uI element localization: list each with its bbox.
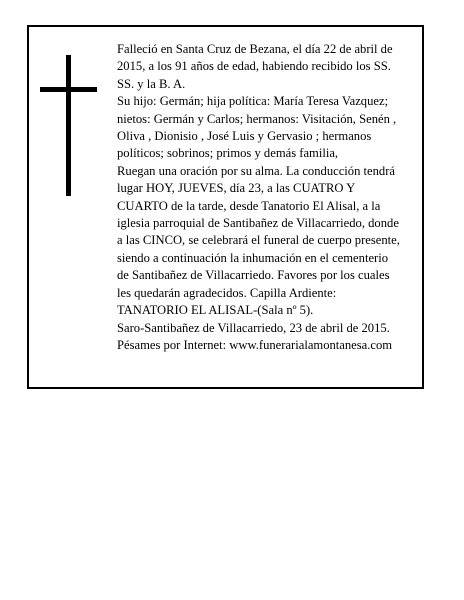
notice-line: les quedarán agradecidos. Capilla Ardiente:	[117, 285, 337, 300]
obituary-text	[117, 41, 419, 354]
notice-line: Ruegan una oración por su alma. La conducción tendrá	[117, 163, 396, 178]
notice-line: iglesia parroquial de Santibañez de Villacarriedo, donde	[117, 216, 399, 231]
notice-line: siendo a continuación la inhumación en el cementerio	[117, 250, 389, 265]
notice-line: Su hijo: Germán; hija política: María Teresa Vazquez;	[117, 94, 389, 109]
notice-line: SS. y la B. A.	[117, 76, 186, 91]
notice-line: CUARTO de la tarde, desde Tanatorio El Alisal, a la	[117, 198, 381, 213]
notice-line: a las CINCO, se celebrará el funeral de cuerpo presente,	[117, 233, 400, 248]
notice-line: políticos; sobrinos; primos y demás familia,	[117, 146, 339, 161]
obituary-notice	[27, 25, 424, 389]
cross-horizontal-bar	[40, 87, 97, 92]
notice-line: nietos: Germán y Carlos; hermanos: Visitación, Senén ,	[117, 111, 397, 126]
notice-line: Falleció en Santa Cruz de Bezana, el día 22 de abril de	[117, 42, 393, 56]
notice-line: 2015, a los 91 años de edad, habiendo recibido los SS.	[117, 59, 391, 74]
notice-line: Saro-Santibañez de Villacarriedo, 23 de abril de 2015.	[117, 320, 390, 335]
notice-line: lugar HOY, JUEVES, día 23, a las CUATRO Y	[117, 181, 356, 196]
notice-line: de Santibañez de Villacarriedo. Favores por los cuales	[117, 268, 390, 283]
cross-vertical-bar	[66, 55, 71, 196]
notice-line: TANATORIO EL ALISAL-(Sala nº 5).	[117, 303, 314, 318]
notice-line: Pésames por Internet: www.funerarialamontanesa.com	[117, 337, 393, 352]
notice-line: Oliva , Dionisio , José Luis y Gervasio ; hermanos	[117, 129, 372, 144]
